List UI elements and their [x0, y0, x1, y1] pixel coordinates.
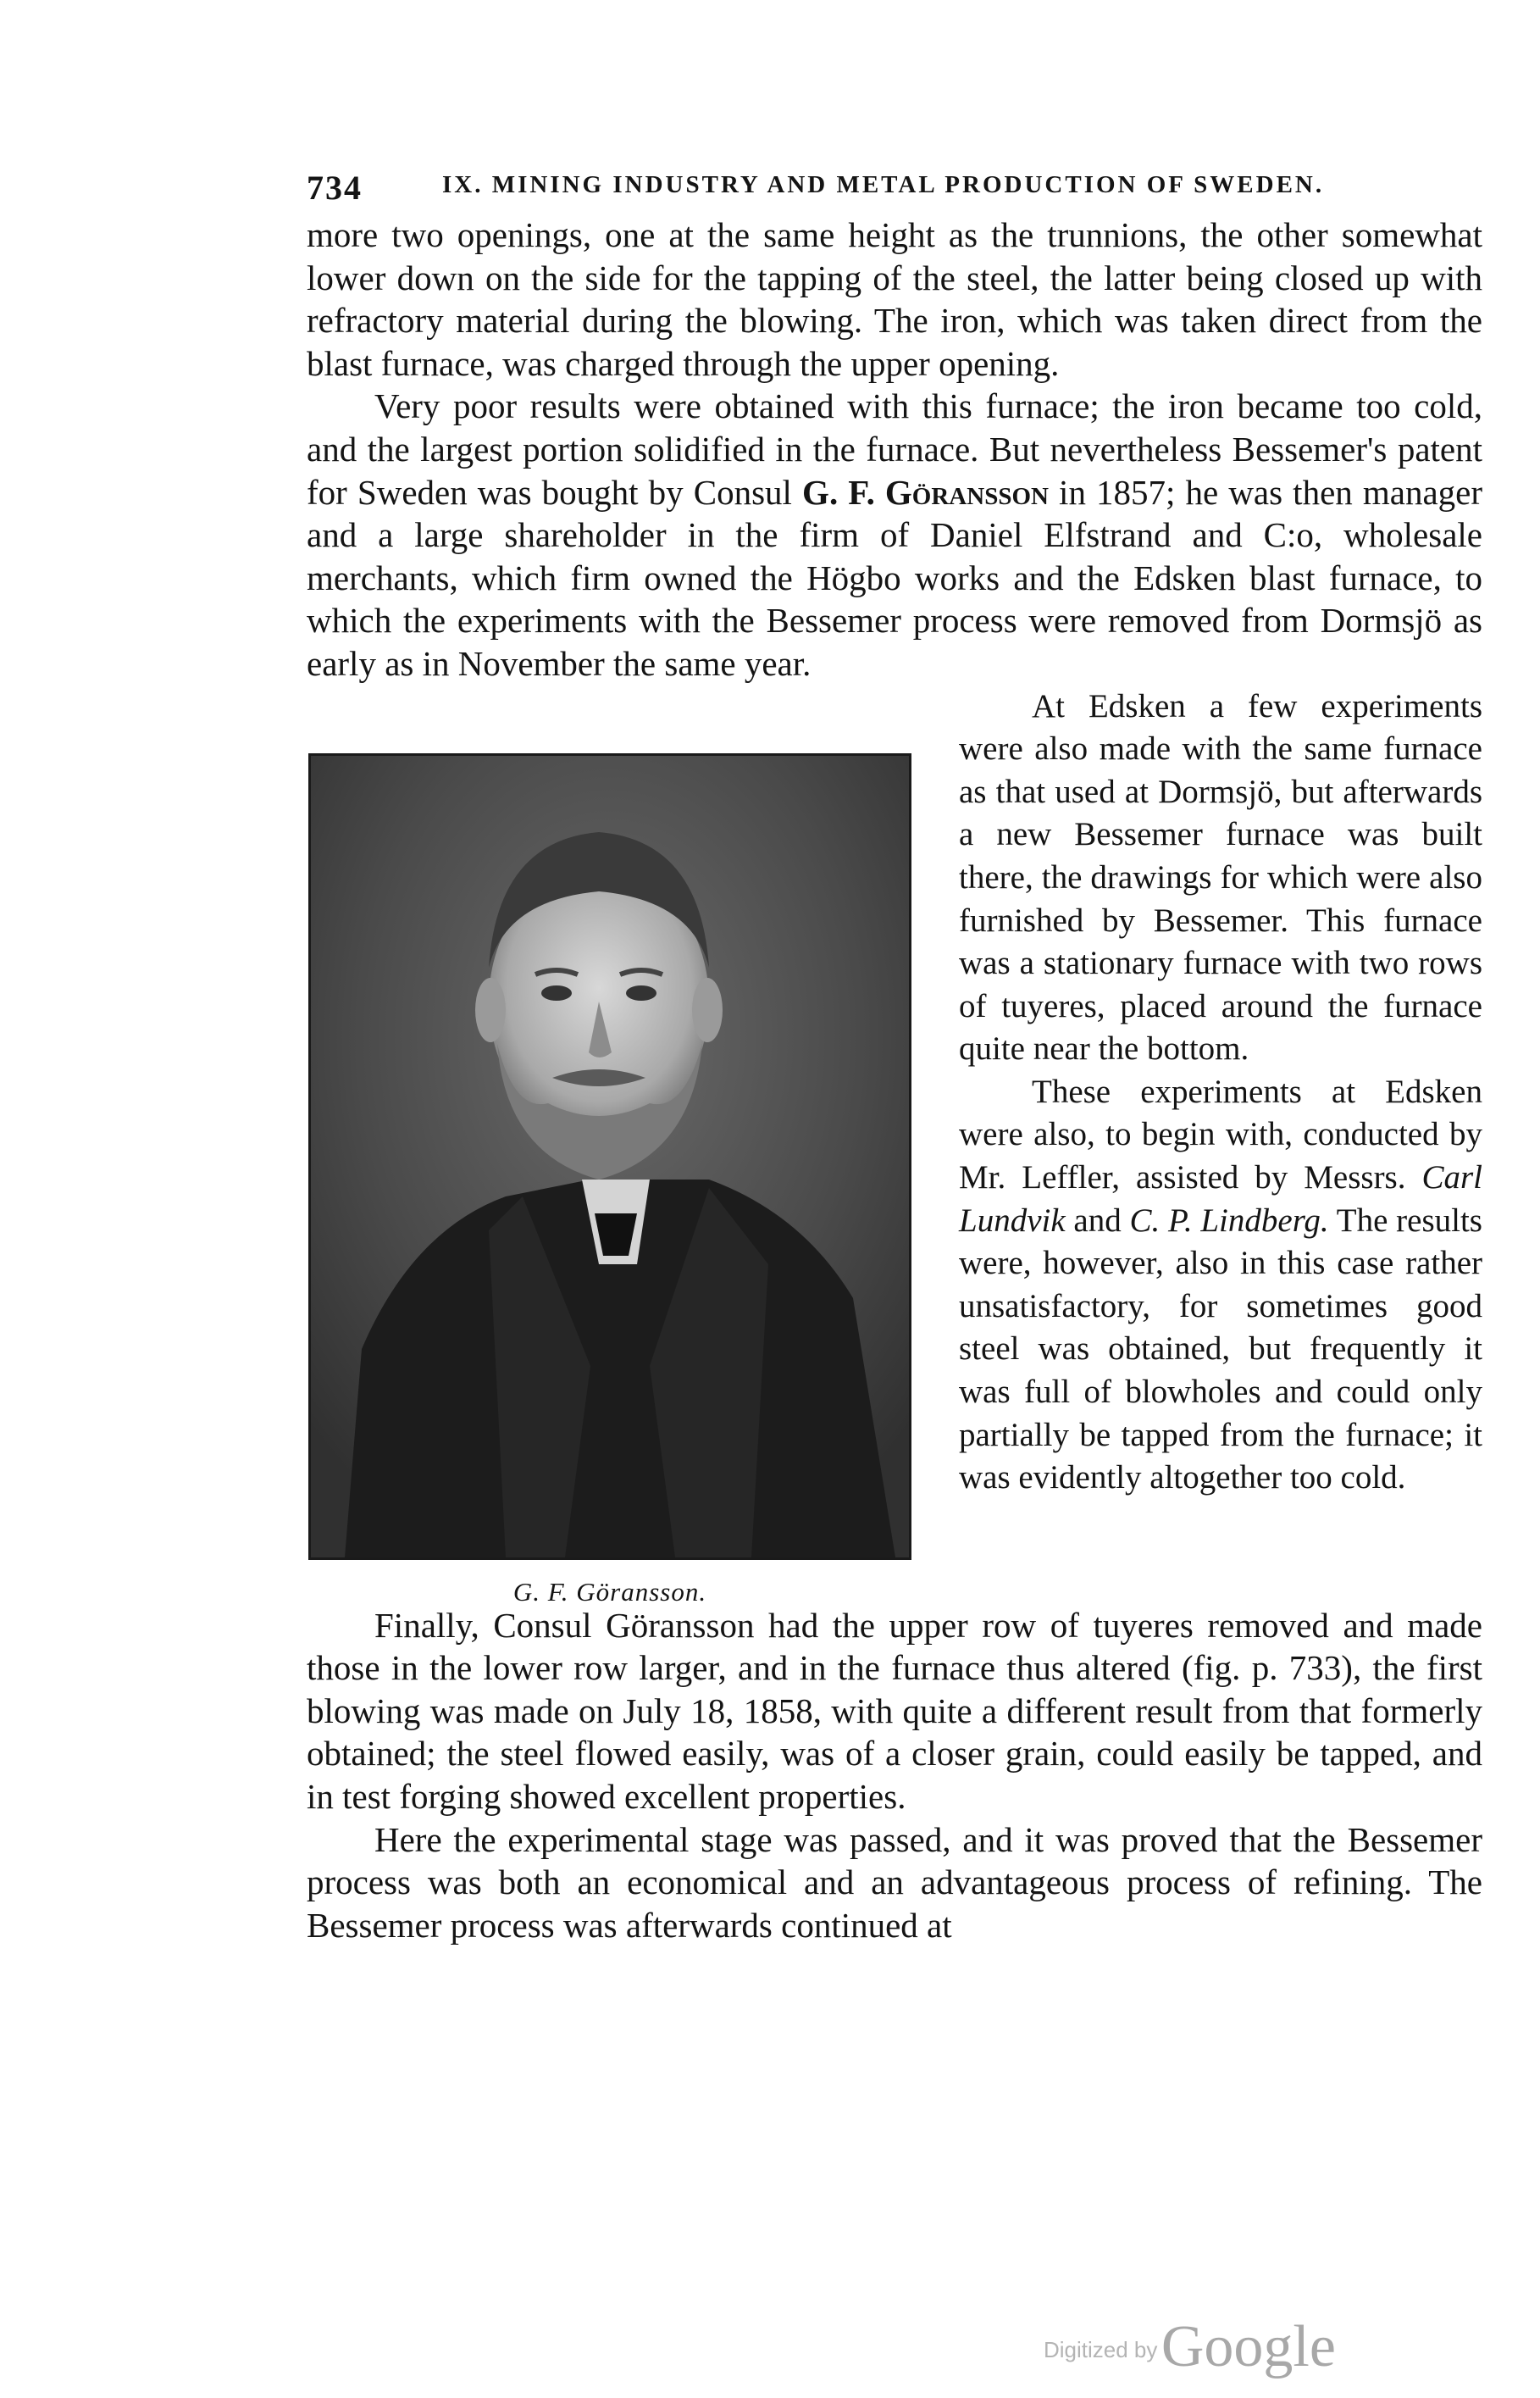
paragraph-1: more two openings, one at the same height as the trunnions, the other somewhat lower down on the side for the tapping of the steel, the latter being closed up with refractory material during the blowing. The iron, which was taken direct from the blast furnace, was charged through the upper opening.	[307, 215, 1482, 383]
watermark-prefix: Digitized by	[1044, 2337, 1158, 2362]
paragraph-4-start: These experiments at Edsken were also, to begin with, conducted by Mr. Leffler, assisted by Messrs.	[959, 1073, 1482, 1196]
paragraph-6: Here the experimental stage was passed, and it was proved that the Bessemer process was both an economical and an advantageous process of refining. The Bessemer process was afterwards continued at	[307, 1819, 1482, 1945]
running-header	[307, 161, 1482, 214]
person-name-lundvik: Carl Lundvik	[959, 1159, 1482, 1239]
figure-row	[307, 686, 1482, 1607]
paragraph-4	[959, 1071, 1482, 1500]
side-column-text	[959, 686, 1482, 1500]
google-logo: Google	[1161, 2314, 1336, 2379]
paragraph-5: Finally, Consul Göransson had the upper row of tuyeres removed and made those in the lower row larger, and in the furnace thus altered (fig. p. 733), the first blowing was made on July 18, 1858, with quite a different result from that formerly obtained; the steel flowed easily, was of a closer grain, could easily be tapped, and in test forging showed excellent properties.	[307, 1605, 1482, 1816]
portrait-figure	[308, 753, 911, 1607]
book-page	[307, 161, 1482, 1946]
paragraph-3: At Edsken a few experiments were also made with the same furnace as that used at Dormsjö, but afterwards a new Bessemer furnace was built there, the drawings for which were also furnished by Bessemer. This furnace was a stationary furnace with two rows of tuyeres, placed around the furnace quite near the bottom.	[959, 687, 1482, 1068]
person-name: G. F. Göransson	[802, 472, 1049, 512]
paragraph-4-and: and	[1065, 1202, 1130, 1239]
figure-caption: G. F. Göransson.	[512, 1576, 707, 1607]
running-title: IX. MINING INDUSTRY AND METAL PRODUCTION OF SWEDEN.	[442, 171, 1325, 198]
portrait-photo	[308, 753, 911, 1560]
portrait-image	[311, 756, 909, 1557]
page-number: 734	[307, 169, 363, 207]
body-text	[307, 214, 1482, 686]
paragraph-4-end: The results were, however, also in this case rather unsatisfactory, for sometimes good steel was obtained, but frequently it was full of blowholes and could only partially be tapped from the furnace; it was evidently altogether too cold.	[959, 1202, 1482, 1496]
paragraph-2-end: in 1857; he was then manager and a large shareholder in the firm of Daniel Elfstrand and C:o, wholesale merchants, which firm owned the Högbo works and the Edsken blast furnace, to which the experiments with the Bessemer process were removed from Dormsjö as early as in November the same year.	[307, 472, 1482, 683]
digitized-watermark	[1044, 2313, 1336, 2381]
person-name-lindberg: C. P. Lindberg.	[1129, 1202, 1329, 1239]
body-text-continued	[307, 1604, 1482, 1947]
paragraph-2-start: Very poor results were obtained with this furnace; the iron became too cold, and the largest portion solidified in the furnace. But nevertheless Bessemer's patent for Sweden was bought by Consul	[307, 386, 1482, 512]
paragraph-2	[307, 385, 1482, 685]
